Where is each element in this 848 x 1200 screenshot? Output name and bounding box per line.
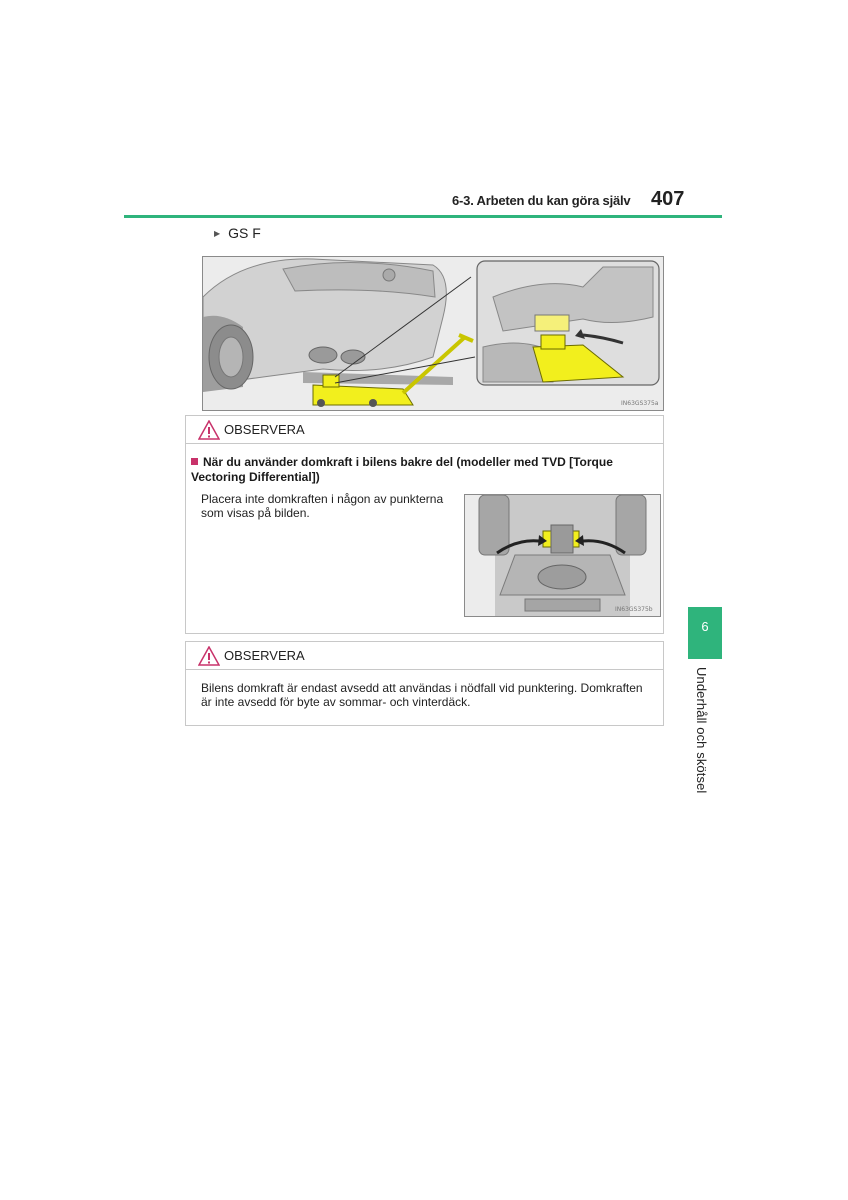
caution-bullet-heading: [191, 455, 659, 485]
header-rule: [124, 215, 722, 218]
bullet-square-icon: [191, 458, 198, 465]
variant-label: GS F: [228, 225, 261, 241]
figure-code: IN63GS375a: [621, 400, 659, 407]
underbody-figure-code: IN63GS375b: [615, 606, 653, 613]
chapter-label: Underhåll och skötsel: [694, 667, 709, 794]
caution-text-1: Placera inte domkraften i någon av punkterna som visas på bilden.: [201, 492, 444, 520]
caution-title-2: OBSERVERA: [224, 648, 305, 663]
bullet-heading-text: När du använder domkraft i bilens bakre del (modeller med TVD [Torque Vectoring Differential]): [191, 455, 613, 484]
chapter-tab[interactable]: [688, 607, 722, 659]
chapter-number: 6: [701, 619, 709, 634]
jack-illustration: [202, 256, 664, 411]
triangle-bullet-icon: ▶: [214, 228, 221, 238]
underbody-illustration: [464, 494, 661, 617]
header-section-title: 6-3. Arbeten du kan göra själv: [452, 193, 631, 208]
warning-icon: [198, 646, 220, 666]
warning-icon: [198, 420, 220, 440]
caution-box-2: [185, 641, 664, 726]
caution-box-1: [185, 415, 664, 634]
page-number: 407: [651, 188, 685, 210]
caution-header-1: [186, 416, 663, 444]
caution-title-1: OBSERVERA: [224, 422, 305, 437]
caution-text-2: Bilens domkraft är endast avsedd att användas i nödfall vid punktering. Domkraften är inte avsedd för byte av sommar- och vinterdäck.: [201, 681, 643, 709]
variant-heading: [214, 225, 261, 241]
caution-header-2: [186, 642, 663, 670]
